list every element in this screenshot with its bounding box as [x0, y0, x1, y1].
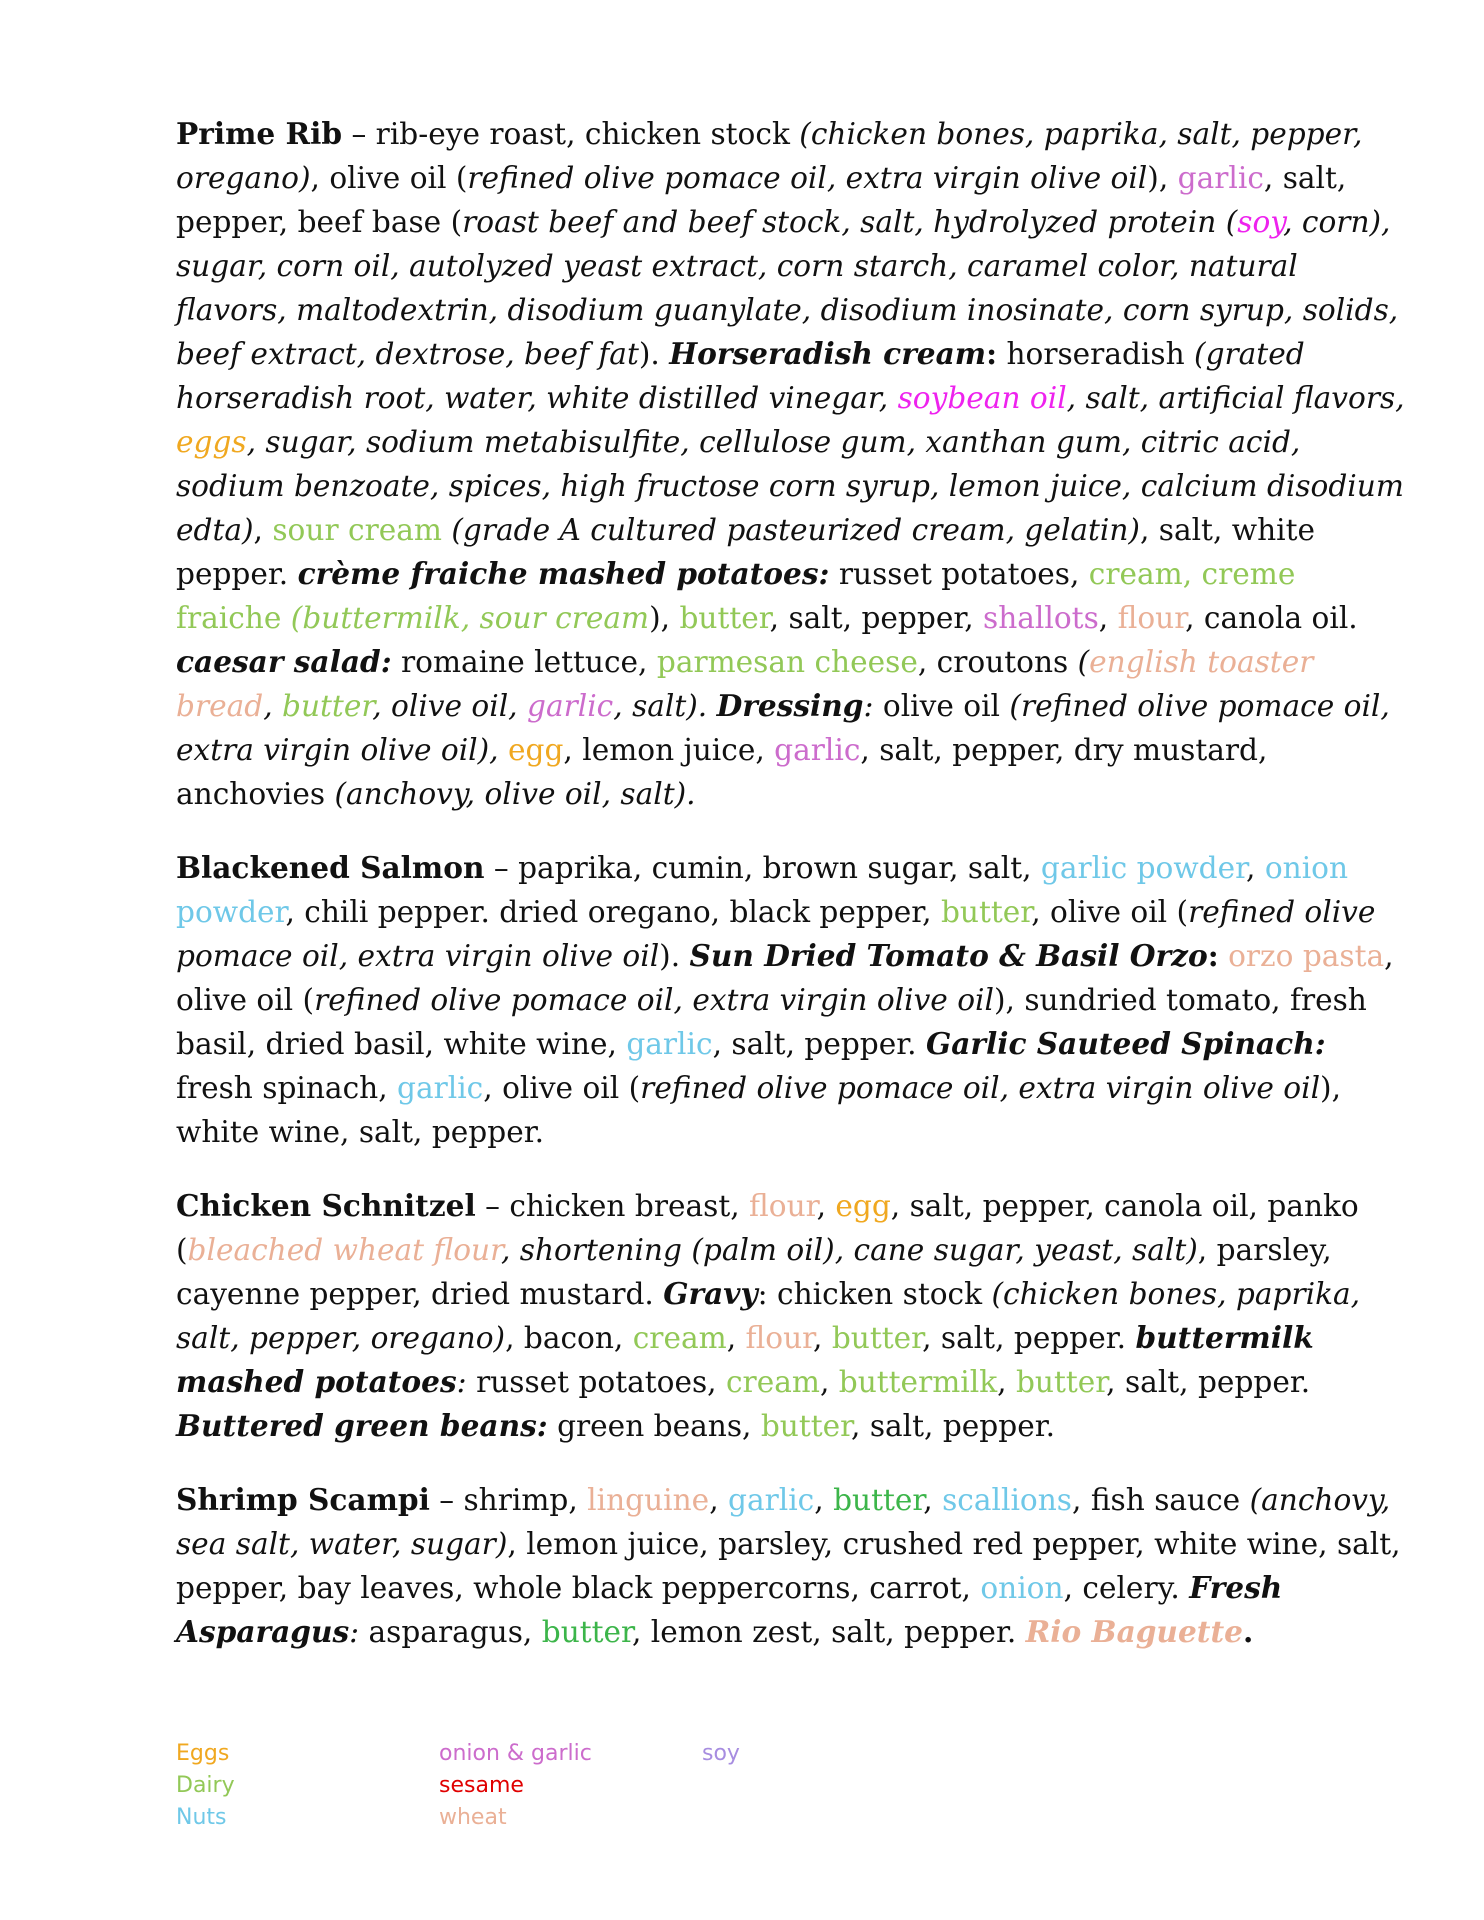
ingredient-text: , shortening (palm oil), cane sugar, yeast, salt) [500, 1233, 1198, 1267]
ingredient-text [499, 733, 508, 767]
ingredient-text: – shrimp, [429, 1483, 588, 1517]
ingredient-text: , celery. [1063, 1571, 1190, 1605]
ingredient-text: : [456, 1365, 467, 1399]
allergen-ingredient: butter [679, 601, 770, 635]
legend-column-1 [176, 1738, 426, 1834]
ingredient-text: , [819, 1365, 839, 1399]
dish-title: Dressing [716, 688, 864, 723]
ingredient-text: , [816, 1189, 836, 1223]
ingredient-text: horseradish [997, 337, 1195, 371]
ingredient-text: (chicken bones, paprika, salt, pepper, oregano) [176, 117, 1363, 195]
allergen-ingredient: flour [749, 1189, 817, 1223]
allergen-ingredient: garlic [397, 1071, 484, 1105]
dish-title: Fresh Asparagus [176, 1570, 1283, 1649]
dish-title: Buttered green beans: [176, 1408, 548, 1443]
dish-title: Horseradish cream [669, 336, 987, 371]
ingredient-text: , parsley, cayenne pepper, dried mustard. [176, 1233, 1332, 1311]
ingredient-text: , bacon, [505, 1321, 633, 1355]
ingredient-text: , chili pepper. dried oregano, black pepper, [285, 895, 941, 929]
ingredient-text: refined olive pomace oil, extra virgin olive oil [176, 895, 1376, 973]
dish-title: Sun Dried Tomato & Basil Orzo [689, 938, 1208, 973]
allergen-ingredient: Rio Baguette [1025, 1614, 1243, 1649]
allergen-ingredient: garlic [527, 689, 614, 723]
allergen-ingredient: cream [725, 1365, 820, 1399]
allergen-ingredient: (buttermilk, sour cream [290, 601, 650, 635]
allergen-ingredient: butter [541, 1615, 632, 1649]
ingredient-text: , olive oil ( [310, 161, 468, 195]
allergen-ingredient: scallions [942, 1483, 1072, 1517]
ingredient-text: (chicken bones, paprika, salt, pepper, oregano) [176, 1277, 1361, 1355]
allergen-ingredient: eggs [176, 425, 247, 459]
allergen-ingredient: english toaster bread [176, 645, 1314, 723]
ingredient-text: , [814, 1483, 834, 1517]
allergen-ingredient: garlic [626, 1027, 713, 1061]
allergen-ingredient: butter [940, 895, 1032, 929]
legend-item-onion-garlic: onion & garlic [439, 1741, 592, 1766]
ingredient-text: , salt, pepper, [769, 601, 984, 635]
dish-title: caesar salad: [176, 644, 392, 679]
dish-title: buttermilk mashed potatoes [176, 1320, 1314, 1399]
ingredient-text: , salt, pepper, beef base ( [176, 161, 1347, 239]
ingredient-text: (refined olive pomace oil, extra virgin olive oil), [176, 689, 1390, 767]
menu-allergen-page [176, 112, 1406, 1684]
allergen-ingredient: butter [833, 1483, 924, 1517]
menu-item-blackened-salmon [176, 846, 1406, 1154]
ingredient-text: – chicken breast, [475, 1189, 750, 1223]
menu-item-shrimp-scampi [176, 1478, 1406, 1654]
ingredient-text: , olive oil ( [176, 939, 1394, 1017]
allergen-ingredient: buttermilk [838, 1365, 998, 1399]
allergen-ingredient: garlic [774, 733, 861, 767]
allergen-ingredient: shallots [983, 601, 1099, 635]
dish-title: : [1207, 938, 1219, 973]
allergen-ingredient: parmesan cheese [656, 645, 918, 679]
ingredient-text: ), sundried tomato, fresh basil, dried basil, white wine, [176, 983, 1367, 1061]
allergen-ingredient: butter [760, 1409, 852, 1443]
ingredient-text: – paprika, cumin, brown sugar, salt, [484, 851, 1041, 885]
allergen-ingredient: sour cream [272, 513, 442, 547]
ingredient-text: roast beef and beef stock, salt, hydrolyzed protein ( [462, 205, 1238, 239]
ingredient-text: : [349, 1615, 360, 1649]
allergen-ingredient: flour [1117, 601, 1186, 635]
allergen-ingredient: cream [632, 1321, 727, 1355]
ingredient-text: (anchovy, sea salt, water, sugar) [176, 1483, 1391, 1561]
ingredient-text: , salt, pepper. [712, 1027, 926, 1061]
ingredient-text: refined olive pomace oil, extra virgin olive oil [640, 1071, 1321, 1105]
ingredient-text: , salt, pepper. [1106, 1365, 1311, 1399]
ingredient-text: : [863, 689, 874, 723]
ingredient-text: , [1098, 601, 1118, 635]
ingredient-text: ). [659, 939, 690, 973]
dish-title: Chicken Schnitzel [176, 1188, 476, 1223]
legend-item-dairy: Dairy [176, 1773, 235, 1798]
ingredient-text: russet potatoes, [466, 1365, 726, 1399]
legend-column-3 [702, 1738, 952, 1770]
allergen-ingredient: flour [745, 1321, 814, 1355]
ingredient-text: (anchovy, olive oil, salt). [334, 777, 696, 811]
ingredient-text: , [997, 1365, 1016, 1399]
dish-title: . [1242, 1614, 1254, 1649]
ingredient-text: , salt, pepper, canola oil, panko ( [176, 1189, 1359, 1267]
ingredient-text: , salt, pepper. [851, 1409, 1056, 1443]
legend-item-sesame: sesame [439, 1773, 524, 1798]
allergen-ingredient: soy [1237, 205, 1284, 239]
ingredient-text: , salt). [613, 689, 717, 723]
ingredient-text: ), [649, 601, 680, 635]
ingredient-text: , salt, white pepper. [176, 513, 1316, 591]
ingredient-text: , salt, pepper. [922, 1321, 1136, 1355]
ingredient-text: , salt, artificial flavors, [1066, 381, 1405, 415]
menu-item-prime-rib [176, 112, 1406, 816]
ingredient-text: asparagus, [359, 1615, 542, 1649]
ingredient-text: , lemon juice, [563, 733, 775, 767]
ingredient-text: ), [1147, 161, 1178, 195]
ingredient-text: , [923, 1483, 943, 1517]
ingredient-text [1219, 939, 1228, 973]
allergen-ingredient: egg [508, 733, 564, 767]
allergen-ingredient: soybean oil [897, 381, 1067, 415]
ingredient-text: russet potatoes, [829, 557, 1089, 591]
dish-title: Gravy [663, 1276, 758, 1311]
ingredient-text: olive oil [873, 689, 1010, 723]
dish-title: Garlic Sauteed Spinach: [925, 1026, 1326, 1061]
ingredient-text: , [1246, 851, 1265, 885]
dish-title: : [986, 336, 998, 371]
ingredient-text: , [709, 1483, 729, 1517]
ingredient-text: (grated horseradish root, water, white distilled vinegar, [176, 337, 1305, 415]
ingredient-text: green beans, [547, 1409, 761, 1443]
ingredient-text: , salt, pepper, dry mustard, anchovies [176, 733, 1268, 811]
allergen-ingredient: orzo pasta [1228, 939, 1385, 973]
ingredient-text: ( [1077, 645, 1090, 679]
ingredient-text: , fish sauce [1072, 1483, 1250, 1517]
ingredient-text: fresh spinach, [176, 1071, 398, 1105]
ingredient-text: (grade A cultured pasteurized cream, gelatin) [451, 513, 1140, 547]
legend-item-wheat: wheat [439, 1805, 507, 1830]
allergen-ingredient: onion powder [176, 851, 1349, 929]
ingredient-text: ). [638, 337, 670, 371]
ingredient-text: ), white wine, salt, pepper. [176, 1071, 1341, 1149]
allergen-ingredient: garlic [728, 1483, 815, 1517]
dish-title: Blackened Salmon [176, 850, 485, 885]
allergen-ingredient: egg [835, 1189, 891, 1223]
dish-title: crème fraiche mashed potatoes: [297, 556, 830, 591]
ingredient-text: , [253, 513, 273, 547]
allergen-ingredient: garlic [1177, 161, 1264, 195]
ingredient-text: romaine lettuce, [391, 645, 657, 679]
ingredient-text: , [726, 1321, 746, 1355]
allergen-ingredient: bleached wheat flour [187, 1233, 501, 1267]
allergen-ingredient: cream, creme fraiche [176, 557, 1296, 635]
dish-title: Shrimp Scampi [176, 1482, 430, 1517]
ingredient-text: – rib-eye roast, chicken stock [342, 117, 800, 151]
legend-column-2 [439, 1738, 689, 1834]
ingredient-text: , corn), sugar, corn oil, autolyzed yeast extract, corn starch, caramel color, natural flavors, maltodextrin, disodium guanylate, disodium inosinate, corn syrup, solids, beef extract, dextrose, beef fat [176, 205, 1399, 371]
menu-item-chicken-schnitzel [176, 1184, 1406, 1448]
allergen-ingredient: butter [1015, 1365, 1107, 1399]
allergen-ingredient: linguine [587, 1483, 710, 1517]
dish-title: Prime Rib [176, 116, 343, 151]
legend-item-soy: soy [702, 1741, 740, 1766]
ingredient-text: , [263, 689, 283, 723]
ingredient-text: , olive oil ( [1031, 895, 1189, 929]
legend-item-eggs: Eggs [176, 1741, 230, 1766]
ingredient-text: , [813, 1321, 832, 1355]
legend-item-nuts: Nuts [176, 1805, 227, 1830]
ingredient-text: refined olive pomace oil, extra virgin olive oil [467, 161, 1148, 195]
ingredient-text: , olive oil ( [483, 1071, 641, 1105]
allergen-ingredient: butter [282, 689, 373, 723]
ingredient-text: refined olive pomace oil, extra virgin olive oil [314, 983, 994, 1017]
allergen-ingredient: garlic powder [1040, 851, 1247, 885]
ingredient-text: , croutons [917, 645, 1078, 679]
ingredient-text: , sugar, sodium metabisulfite, cellulose gum, xanthan gum, citric acid, sodium benzoate, spices, high fructose corn syrup, lemon juice, calcium disodium edta) [176, 425, 1404, 547]
allergen-ingredient: butter [831, 1321, 923, 1355]
ingredient-text [281, 601, 290, 635]
ingredient-text: , lemon zest, salt, pepper. [631, 1615, 1026, 1649]
ingredient-text: : chicken stock [757, 1277, 992, 1311]
ingredient-text [442, 513, 451, 547]
ingredient-text: , olive oil, [372, 689, 527, 723]
ingredient-text: , canola oil. [1185, 601, 1358, 635]
ingredient-text: , lemon juice, parsley, crushed red pepper, white wine, salt, pepper, bay leaves, whole black peppercorns, carrot, [176, 1527, 1401, 1605]
allergen-ingredient: onion [980, 1571, 1064, 1605]
